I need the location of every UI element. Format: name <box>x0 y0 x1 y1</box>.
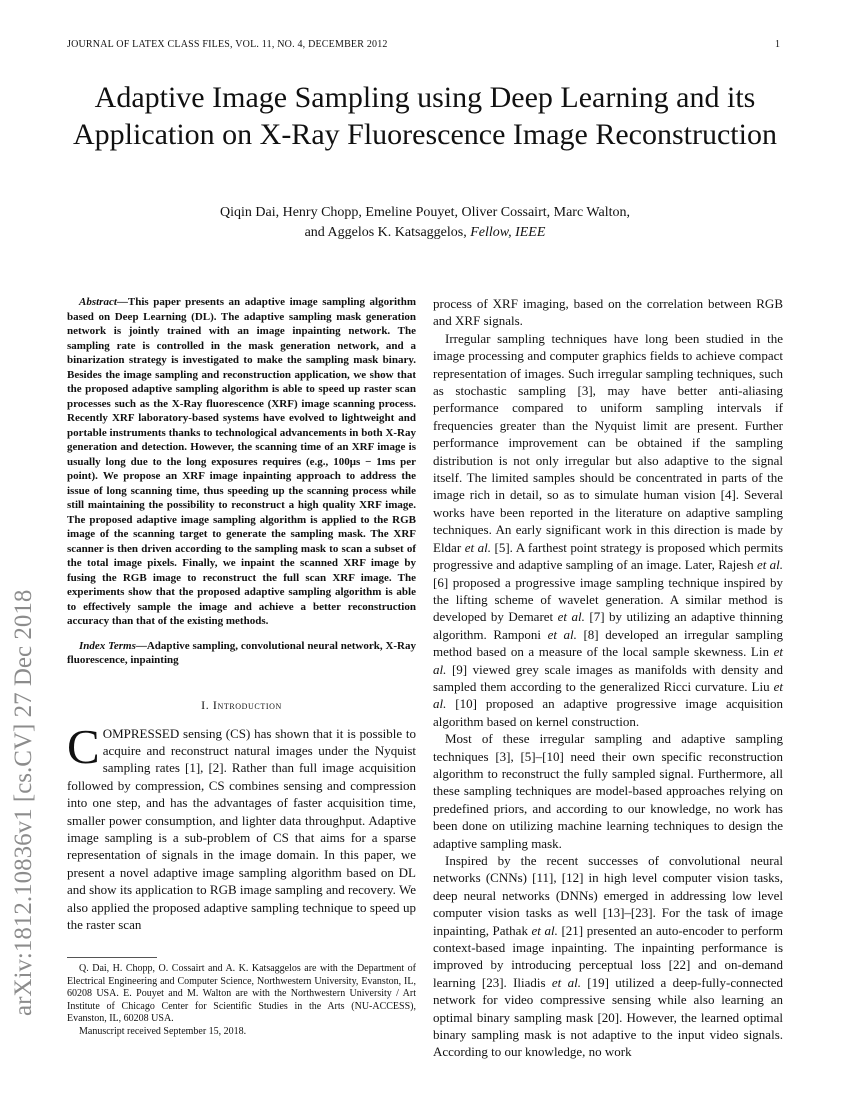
footnote-divider <box>67 957 157 958</box>
intro-paragraph-1 <box>67 718 416 934</box>
paper-title: Adaptive Image Sampling using Deep Learning and its Application on X-Ray Fluorescence Image Reconstruction <box>73 81 777 151</box>
et-al: et al. <box>531 922 558 938</box>
abstract-text: —This paper presents an adaptive image sampling algorithm based on Deep Learning (DL). The adaptive sampling mask generation network is jointly trained with an image inpainting network. The sampling rate is controlled in the mask generation network, and a binarization strategy is investigated to make the sampling mask binary. Besides the image sampling and reconstruction application, we show that the proposed adaptive sampling algorithm is able to speed up raster scan processes such as the X-Ray fluorescence (XRF) image scanning process. Recently XRF laboratory-based systems have evolved to lightweight and portable instruments thanks to technological advancements in both X-Ray generation and detection. However, the scanning time of an XRF image is usually long due to the long exposures requires (e.g., 100μs − 1ms per point). We propose an XRF image inpainting approach to address the issue of long scanning time, thus speeding up the scanning process while still maintaining the possibility to reconstruct a high quality XRF image. The proposed adaptive image sampling algorithm is applied to the RGB image of the scanning target to generate the sampling mask. The XRF scanner is then driven according to the sampling mask to scan a subset of the total image pixels. Finally, we inpaint the scanned XRF image by fusing the RGB image to reconstruct the full scan XRF image. The experiments show that the proposed adaptive sampling algorithm is able to effectively sample the image and achieve a better reconstruction accuracy than that of the existing methods. <box>67 296 416 627</box>
p2-segment-f: [9] viewed grey scale images as manifolds with density and sampled them according to the generalized Ricci curvature. Liu <box>433 661 783 694</box>
p4-segment-b: [21] presented an auto-encoder to perform context-based image inpainting. The inpainting performance is improved by introducing perceptual loss [22] and on-demand learning [23]. Iliadis <box>433 922 783 990</box>
p2-segment-d: [7] by utilizing an adaptive thinning algorithm. Ramponi <box>433 609 783 642</box>
running-header: JOURNAL OF LATEX CLASS FILES, VOL. 11, NO. 4, DECEMBER 2012 <box>67 39 388 50</box>
et-al: et al. <box>433 678 783 712</box>
author-line-2 <box>60 223 790 243</box>
et-al: et al. <box>464 539 491 555</box>
p2-segment-b: [5]. A farthest point strategy is proposed which permits progressive and adaptive sampling of an image. Later, Rajesh <box>433 539 784 573</box>
et-al: et al. <box>551 974 581 990</box>
p2-segment-c: [6] proposed a progressive image sampling technique inspired by the lifting scheme of wavelet generation. A similar method is developed by Demaret <box>433 574 783 625</box>
arxiv-stamp[interactable]: arXiv:1812.10836v1 [cs.CV] 27 Dec 2018 <box>10 589 37 1016</box>
left-column <box>67 295 416 933</box>
index-terms-text: —Adaptive sampling, convolutional neural network, X-Ray fluorescence, inpainting <box>67 639 416 666</box>
p2-segment-e: [8] developed an irregular sampling method based on a measure of the local sample skewness. Lin <box>433 626 783 660</box>
intro-paragraph-1-continued: process of XRF imaging, based on the correlation between RGB and XRF signals. <box>433 296 783 329</box>
author-role: Fellow, IEEE <box>470 225 546 240</box>
footnote-received: Manuscript received September 15, 2018. <box>79 1025 247 1037</box>
author-names: and Aggelos K. Katsaggelos, <box>304 225 471 240</box>
author-list <box>60 203 790 243</box>
intro-paragraph-4 <box>433 852 783 1061</box>
et-al: et al. <box>756 557 784 573</box>
p4-segment-a: Inspired by the recent successes of convolutional neural networks (CNNs) [11], [12] in high level computer vision tasks, deep neural networks (DNNs) emerged in addressing low level computer vision tasks as well [13]–[23]. For the task of image inpainting, Pathak <box>433 853 783 938</box>
et-al: et al. <box>557 609 585 625</box>
intro-paragraph-3: Most of these irregular sampling and adaptive sampling techniques [3], [5]–[10] need their own specific reconstruction algorithm to reconstruct the fully sampled signal. Furthermore, all these sampling techniques are model-based approaches relying on predefined priors, and according to our knowledge, no work has been done on utilizing machine learning techniques to design the adaptive sampling mask. <box>433 731 783 851</box>
abstract <box>67 295 416 629</box>
p2-segment-g: [10] proposed an adaptive progressive image acquisition algorithm based on kernel construction. <box>433 696 783 729</box>
p2-segment-a: Irregular sampling techniques have long been studied in the image processing and computer graphics fields to achieve compact representation of images. Such irregular sampling techniques, such as stochastic sampling [3], may have better anti-aliasing performance compared to uniform sampling intervals if frequencies greater than the Nyquist limit are present. Further performance improvement can be obtained if the sampling distribution is not only irregular but also adaptive to the signal itself. The limited samples should be concentrated in parts of the image rich in detail, so as to simulate human vision [4]. Several works have been reported in the literature on adaptive sampling techniques. An early significant work in this direction is made by Eldar <box>433 330 783 555</box>
right-column <box>433 295 783 1061</box>
footnote <box>67 963 416 1039</box>
footnote-affiliations: Q. Dai, H. Chopp, O. Cossairt and A. K. Katsaggelos are with the Department of Electrical Engineering and Computer Science, Northwestern University, Evanston, IL, 60208 USA. E. Pouyet and M. Walton are with the Northwestern University / Art Institute of Chicago Center for Scientific Studies in the Arts (NU-ACCESS), Evanston, IL, 60208 USA. <box>67 963 416 1025</box>
abstract-label: Abstract <box>79 296 117 308</box>
et-al: et al. <box>433 644 783 677</box>
section-heading-introduction: I. Introduction <box>201 697 282 712</box>
page-number: 1 <box>775 39 780 50</box>
index-terms-label: Index Terms <box>79 639 136 652</box>
author-line-1: Qiqin Dai, Henry Chopp, Emeline Pouyet, Oliver Cossairt, Marc Walton, <box>220 205 630 220</box>
dropcap-letter: C <box>67 718 100 774</box>
intro-paragraph-2 <box>433 330 783 730</box>
index-terms <box>67 639 416 668</box>
et-al: et al. <box>547 626 577 642</box>
intro-paragraph-1-text: OMPRESSED sensing (CS) has shown that it is possible to acquire and reconstruct natural images under the Nyquist sampling rates [1], [2]. Rather than full image acquisition followed by compression, CS combines sensing and compression into one step, and has the advantages of faster acquisition time, smaller power consumption, and lighter data throughput. Adaptive image sampling is a sub-problem of CS that aims for a sparse representation of signals in the image domain. In this paper, we present a novel adaptive image sampling algorithm based on DL and show its application to RGB image sampling and recovery. We also applied the proposed adaptive sampling technique to speed up the raster scan <box>67 725 416 932</box>
p4-segment-c: [19] utilized a deep-fully-connected network for video compressive sensing while also learning an optimal binary sampling mask [20]. However, the learned optimal binary sampling mask is not adaptive to the input video signals. According to our knowledge, no work <box>433 974 784 1060</box>
